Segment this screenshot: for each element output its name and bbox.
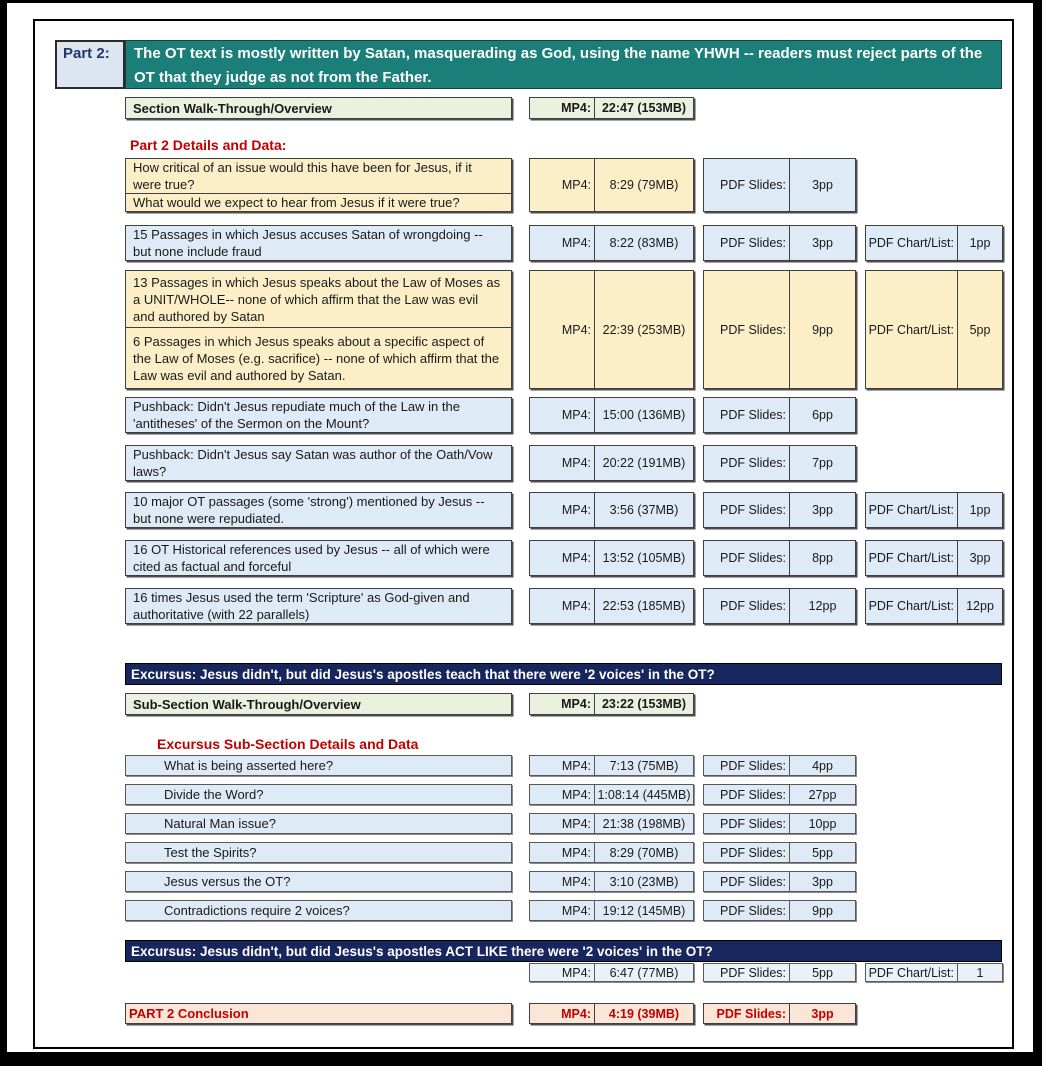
excursus-row-label: Natural Man issue?	[125, 813, 512, 834]
excursus-row-slides	[703, 900, 856, 921]
pdf-slides-value: 5pp	[789, 843, 855, 862]
pdf-chart-label: PDF Chart/List:	[868, 503, 954, 517]
excursus-row-mp4	[529, 842, 694, 863]
mp4-label: MP4:	[561, 787, 591, 802]
excursus-row-label: Divide the Word?	[125, 784, 512, 805]
mp4-value: 8:29 (70MB)	[594, 843, 693, 862]
pdf-slides-label: PDF Slides:	[720, 599, 786, 613]
row-label: 16 OT Historical references used by Jesus -- all of which were cited as factual and forceful	[125, 540, 512, 576]
excursus-row-label: Jesus versus the OT?	[125, 871, 512, 892]
mp4-value: 22:53 (185MB)	[594, 589, 693, 623]
conclusion-mp4	[529, 1003, 694, 1024]
row-mp4	[529, 158, 694, 212]
row-label: 16 times Jesus used the term 'Scripture' as God-given and authoritative (with 22 parallels)	[125, 588, 512, 624]
pdf-slides-value: 3pp	[789, 493, 855, 527]
pdf-slides-value: 10pp	[789, 814, 855, 833]
mp4-label: MP4:	[561, 503, 591, 517]
mp4-label: MP4:	[561, 101, 591, 115]
pdf-chart-value: 12pp	[957, 589, 1002, 623]
pdf-slides-value: 6pp	[789, 398, 855, 432]
row-slides	[703, 225, 856, 261]
excursus-row-mp4	[529, 813, 694, 834]
pdf-slides-value: 9pp	[789, 271, 855, 388]
pdf-slides-value: 8pp	[789, 541, 855, 575]
pdf-chart-label: PDF Chart/List:	[868, 551, 954, 565]
mp4-value: 6:47 (77MB)	[594, 964, 693, 981]
mp4-value: 15:00 (136MB)	[594, 398, 693, 432]
pdf-slides-value: 3pp	[789, 872, 855, 891]
pdf-slides-label: PDF Slides:	[720, 408, 786, 422]
excursus-heading: Excursus Sub-Section Details and Data	[157, 736, 419, 752]
pdf-chart-label: PDF Chart/List:	[868, 965, 954, 980]
row-mp4	[529, 588, 694, 624]
row-mp4	[529, 540, 694, 576]
mp4-value: 8:22 (83MB)	[594, 226, 693, 260]
mp4-value: 13:52 (105MB)	[594, 541, 693, 575]
mp4-label: MP4:	[561, 903, 591, 918]
row-chart	[865, 588, 1003, 624]
pdf-chart-value: 5pp	[957, 271, 1002, 388]
mp4-value: 8:29 (79MB)	[594, 159, 693, 211]
pdf-chart-label: PDF Chart/List:	[868, 322, 954, 337]
excursus-banner: Excursus: Jesus didn't, but did Jesus's apostles ACT LIKE there were '2 voices' in the OT?	[125, 940, 1002, 962]
excursus-row-slides	[703, 871, 856, 892]
mp4-value: 20:22 (191MB)	[594, 446, 693, 480]
row-mp4	[529, 270, 694, 389]
mp4-value: 22:47 (153MB)	[594, 98, 693, 118]
pdf-chart-label: PDF Chart/List:	[868, 599, 954, 613]
pdf-chart-value: 3pp	[957, 541, 1002, 575]
pdf-slides-label: PDF Slides:	[720, 236, 786, 250]
pdf-slides-label: PDF Slides:	[720, 456, 786, 470]
mp4-value: 21:38 (198MB)	[594, 814, 693, 833]
row-slides	[703, 270, 856, 389]
pdf-slides-label: PDF Slides:	[720, 503, 786, 517]
mp4-label: MP4:	[561, 816, 591, 831]
pdf-slides-value: 12pp	[789, 589, 855, 623]
row-mp4	[529, 225, 694, 261]
row-slides	[703, 445, 856, 481]
pdf-slides-value: 5pp	[789, 964, 855, 981]
pdf-slides-label: PDF Slides:	[720, 845, 786, 860]
mp4-label: MP4:	[561, 236, 591, 250]
mp4-label: MP4:	[561, 965, 591, 980]
pdf-slides-label: PDF Slides:	[720, 178, 786, 192]
conclusion-label: PART 2 Conclusion	[125, 1003, 512, 1024]
mp4-value: 1:08:14 (445MB)	[594, 785, 693, 804]
row-mp4	[529, 397, 694, 433]
row-label: 13 Passages in which Jesus speaks about the Law of Moses as a UNIT/WHOLE-- none of which affirm that the Law was evil and authored by Satan 6 Passages in which Jesus speaks about a specific aspect of the Law of Moses (e.g. sacrifice) -- none of which affirm that the Law was evil and authored by Satan.	[125, 270, 512, 389]
overview-mp4	[529, 97, 694, 119]
mp4-value: 23:22 (153MB)	[594, 694, 693, 714]
pdf-slides-label: PDF Slides:	[720, 903, 786, 918]
excursus2-mp4	[529, 963, 694, 982]
conclusion-slides	[703, 1003, 856, 1024]
overview-label: Section Walk-Through/Overview	[125, 97, 512, 119]
pdf-slides-label: PDF Slides:	[720, 965, 786, 980]
excursus2-slides	[703, 963, 856, 982]
row-slides	[703, 158, 856, 212]
pdf-slides-value: 3pp	[789, 1004, 855, 1023]
row-chart	[865, 225, 1003, 261]
row-slides	[703, 588, 856, 624]
excursus-row-mp4	[529, 900, 694, 921]
row-chart	[865, 492, 1003, 528]
pdf-slides-label: PDF Slides:	[720, 874, 786, 889]
pdf-slides-value: 4pp	[789, 756, 855, 775]
row-mp4	[529, 445, 694, 481]
sub-overview-mp4	[529, 693, 694, 715]
section-title: The OT text is mostly written by Satan, masquerading as God, using the name YHWH -- readers must reject parts of the OT that they judge as not from the Father.	[125, 40, 1002, 89]
pdf-slides-label: PDF Slides:	[720, 551, 786, 565]
pdf-chart-value: 1	[957, 964, 1002, 981]
row-label: Pushback: Didn't Jesus repudiate much of the Law in the 'antitheses' of the Sermon on the Mount?	[125, 397, 512, 433]
pdf-chart-value: 1pp	[957, 226, 1002, 260]
part-label: Part 2:	[55, 40, 125, 89]
row-label: How critical of an issue would this have been for Jesus, if it were true? What would we expect to hear from Jesus if it were true?	[125, 158, 512, 212]
pdf-slides-value: 7pp	[789, 446, 855, 480]
pdf-slides-label: PDF Slides:	[720, 787, 786, 802]
mp4-label: MP4:	[561, 1006, 591, 1021]
excursus-row-mp4	[529, 784, 694, 805]
row-chart	[865, 270, 1003, 389]
pdf-slides-value: 3pp	[789, 226, 855, 260]
row-slides	[703, 540, 856, 576]
row-slides	[703, 397, 856, 433]
mp4-value: 4:19 (39MB)	[594, 1004, 693, 1023]
mp4-value: 3:56 (37MB)	[594, 493, 693, 527]
row-mp4	[529, 492, 694, 528]
excursus-row-mp4	[529, 871, 694, 892]
excursus-row-label: What is being asserted here?	[125, 755, 512, 776]
mp4-label: MP4:	[561, 551, 591, 565]
sub-overview-label: Sub-Section Walk-Through/Overview	[125, 693, 512, 715]
row-label: Pushback: Didn't Jesus say Satan was author of the Oath/Vow laws?	[125, 445, 512, 481]
mp4-label: MP4:	[561, 758, 591, 773]
excursus-row-slides	[703, 813, 856, 834]
mp4-value: 22:39 (253MB)	[594, 271, 693, 388]
excursus-row-slides	[703, 842, 856, 863]
pdf-chart-value: 1pp	[957, 493, 1002, 527]
mp4-label: MP4:	[561, 456, 591, 470]
excursus-row-slides	[703, 755, 856, 776]
excursus-row-mp4	[529, 755, 694, 776]
excursus-row-label: Test the Spirits?	[125, 842, 512, 863]
excursus-banner: Excursus: Jesus didn't, but did Jesus's apostles teach that there were '2 voices' in the OT?	[125, 663, 1002, 685]
pdf-slides-label: PDF Slides:	[720, 816, 786, 831]
pdf-slides-value: 9pp	[789, 901, 855, 920]
details-heading: Part 2 Details and Data:	[130, 137, 287, 153]
mp4-value: 3:10 (23MB)	[594, 872, 693, 891]
excursus-row-slides	[703, 784, 856, 805]
row-slides	[703, 492, 856, 528]
pdf-slides-label: PDF Slides:	[720, 322, 786, 337]
mp4-label: MP4:	[561, 322, 591, 337]
row-label: 10 major OT passages (some 'strong') mentioned by Jesus -- but none were repudiated.	[125, 492, 512, 528]
row-label: 15 Passages in which Jesus accuses Satan of wrongdoing -- but none include fraud	[125, 225, 512, 261]
excursus-row-label: Contradictions require 2 voices?	[125, 900, 512, 921]
pdf-chart-label: PDF Chart/List:	[868, 236, 954, 250]
mp4-label: MP4:	[561, 845, 591, 860]
mp4-label: MP4:	[561, 599, 591, 613]
pdf-slides-value: 27pp	[789, 785, 855, 804]
pdf-slides-label: PDF Slides:	[720, 758, 786, 773]
mp4-label: MP4:	[561, 178, 591, 192]
row-chart	[865, 540, 1003, 576]
pdf-slides-label: PDF Slides:	[716, 1006, 786, 1021]
mp4-label: MP4:	[561, 874, 591, 889]
mp4-value: 19:12 (145MB)	[594, 901, 693, 920]
mp4-label: MP4:	[561, 408, 591, 422]
mp4-value: 7:13 (75MB)	[594, 756, 693, 775]
pdf-slides-value: 3pp	[789, 159, 855, 211]
mp4-label: MP4:	[561, 697, 591, 711]
excursus2-chart	[865, 963, 1003, 982]
